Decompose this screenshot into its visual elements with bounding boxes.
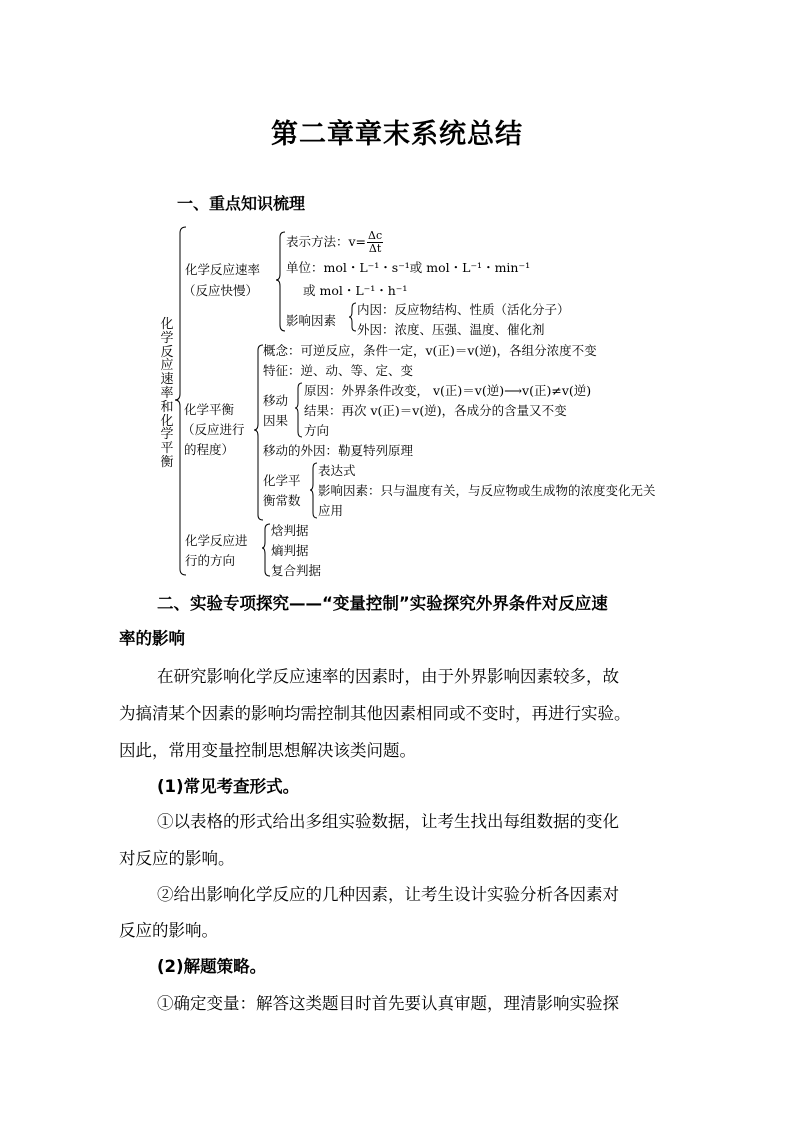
composite-criterion: 复合判据 xyxy=(271,563,322,578)
rate-fraction xyxy=(367,230,383,255)
direction-label-2: 行的方向 xyxy=(185,553,236,568)
equilibrium-label-2: （反应进行 xyxy=(182,422,245,437)
item1a-line2: 对反应的影响。 xyxy=(119,849,235,868)
section2-heading-2: 率的影响 xyxy=(119,629,185,648)
k-factors: 影响因素：只与温度有关，与反应物或生成物的浓度变化无关 xyxy=(318,483,656,498)
item2a: ①确定变量：解答这类题目时首先要认真审题，理清影响实验探 xyxy=(157,994,619,1013)
rate-unit-1: 单位：mol・L⁻¹・s⁻¹或 mol・L⁻¹・min⁻¹ xyxy=(286,260,531,275)
rate-fraction-num: Δc xyxy=(368,229,383,242)
k-use: 应用 xyxy=(318,503,344,518)
para1-line2: 为搞清某个因素的影响均需控制其他因素相同或不变时，再进行实验。 xyxy=(119,704,631,723)
item1: (1)常见考查形式。 xyxy=(157,777,300,796)
root-brace xyxy=(175,227,186,575)
shift-direction: 方向 xyxy=(304,423,330,438)
item2: (2)解题策略。 xyxy=(157,957,267,976)
shift-brace xyxy=(295,383,302,437)
rate-factors-label: 影响因素 xyxy=(286,313,337,328)
k-label-1: 化学平 xyxy=(263,473,301,488)
direction-label-1: 化学反应进 xyxy=(185,533,248,548)
equilibrium-label-1: 化学平衡 xyxy=(184,402,235,417)
equilibrium-features: 特征：逆、动、等、定、变 xyxy=(263,363,414,378)
factors-brace xyxy=(349,303,356,331)
rate-label-1: 化学反应速率 xyxy=(185,262,261,277)
item1b-line1: ②给出影响化学反应的几种因素，让考生设计实验分析各因素对 xyxy=(157,885,619,904)
item1a-line1: ①以表格的形式给出多组实验数据，让考生找出每组数据的变化 xyxy=(157,812,619,831)
rate-expression-prefix: 表示方法：v= xyxy=(286,234,367,249)
tree-root-label: 化学反应速率和化学平衡 xyxy=(160,317,174,470)
shift-result: 结果：再次 v(正)＝v(逆)，各成分的含量又不变 xyxy=(304,403,567,418)
rate-fraction-den: Δt xyxy=(368,242,382,255)
rate-expression xyxy=(286,230,383,255)
rate-internal: 内因：反应物结构、性质（活化分子） xyxy=(357,302,570,317)
para1-line3: 因此，常用变量控制思想解决该类问题。 xyxy=(119,741,416,760)
section1-heading: 一、重点知识梳理 xyxy=(177,194,306,213)
k-expression: 表达式 xyxy=(318,463,356,478)
enthalpy-criterion: 焓判据 xyxy=(271,523,309,538)
equilibrium-brace xyxy=(254,345,263,520)
section2-heading-1: 二、实验专项探究——“变量控制”实验探究外界条件对反应速 xyxy=(157,594,608,613)
equilibrium-concept: 概念：可逆反应，条件一定，v(正)＝v(逆)，各组分浓度不变 xyxy=(263,343,597,358)
item1b-line2: 反应的影响。 xyxy=(119,921,218,940)
shift-label-2: 因果 xyxy=(263,413,289,428)
direction-brace xyxy=(262,524,270,576)
k-brace xyxy=(310,463,317,518)
shift-cause: 原因：外界条件改变， v(正)＝v(逆)⟶v(正)≠v(逆) xyxy=(304,383,592,398)
equilibrium-label-3: 的程度） xyxy=(184,442,235,457)
entropy-criterion: 熵判据 xyxy=(271,543,309,558)
k-label-2: 衡常数 xyxy=(263,493,301,508)
shift-label-1: 移动 xyxy=(263,393,289,408)
page-title: 第二章章末系统总结 xyxy=(271,119,523,150)
rate-brace xyxy=(276,232,285,331)
para1-line1: 在研究影响化学反应速率的因素时，由于外界影响因素较多，故 xyxy=(157,667,619,686)
external-shift: 移动的外因：勒夏特列原理 xyxy=(263,443,414,458)
rate-unit-2: 或 mol・L⁻¹・h⁻¹ xyxy=(303,283,408,298)
rate-label-2: （反应快慢） xyxy=(183,283,259,298)
rate-external: 外因：浓度、压强、温度、催化剂 xyxy=(357,322,545,337)
